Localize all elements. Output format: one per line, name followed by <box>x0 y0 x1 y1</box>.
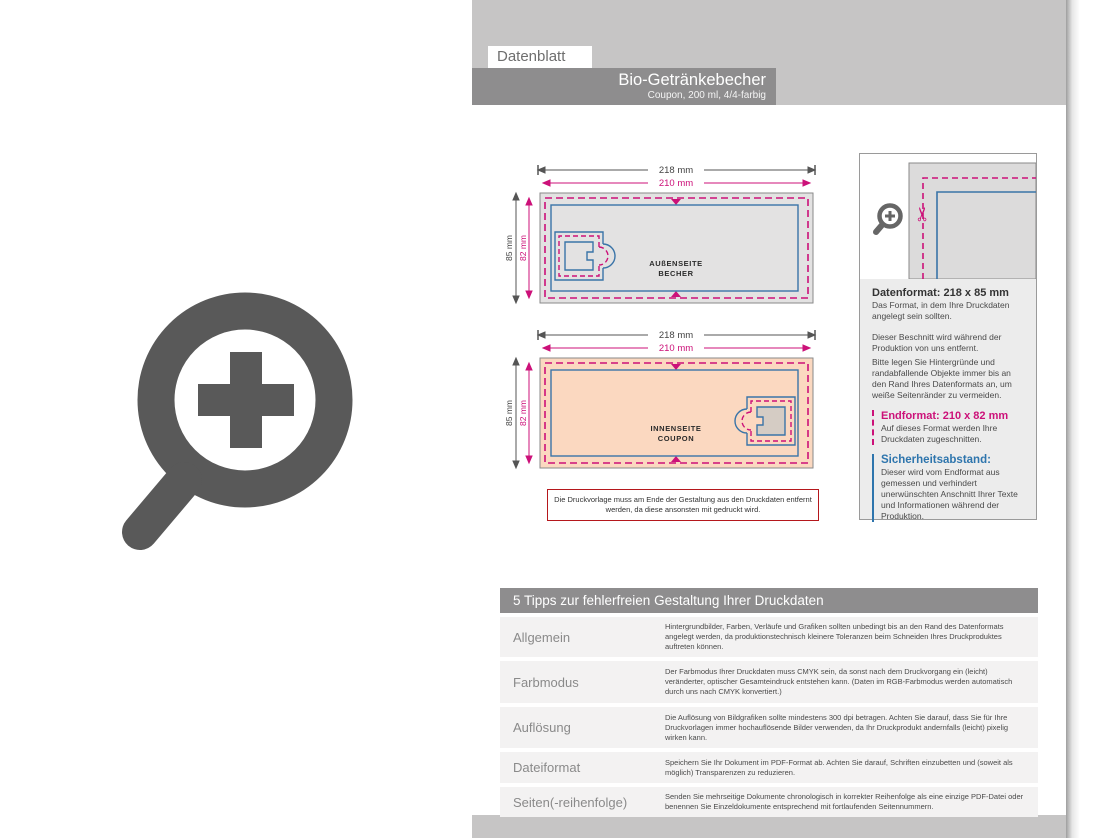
hintergrund-body: Bitte legen Sie Hintergründe und randabfallende Objekte immer bis an den Rand Ihres Datenformats an, um weiße Seitenränder zu vermeiden. <box>872 357 1012 400</box>
tip-text: Der Farbmodus Ihrer Druckdaten muss CMYK sein, da sonst nach dem Druckvorgang ein (leicht) veränderter, optischer Gesamteindruck entstehen kann. (Daten im RGB-Farbmodus werden automatisch durch uns nach CMYK konvertiert.) <box>665 667 1013 696</box>
tip-row-allgemein <box>500 617 1038 657</box>
plus-glyph <box>198 352 294 448</box>
tip-text: Die Auflösung von Bildgrafiken sollte mindestens 300 dpi betragen. Achten Sie darauf, dass Sie für Ihre Druckvorlagen immer hochauflösende Bilder verwenden, da Ihr Druckprodukt andernfalls (leicht) pixelig wirken kann. <box>665 712 1009 742</box>
diagram-label-line2: COUPON <box>657 434 695 443</box>
page-edge-shadow <box>1066 0 1080 838</box>
diagram-outside-cup <box>500 158 836 318</box>
dim-width-inner: 210 mm <box>658 178 694 189</box>
page-title: Bio-Getränkebecher <box>618 71 766 89</box>
endformat-block <box>872 410 1026 445</box>
sicherheitsabstand-body: Dieser wird vom Endformat aus gemessen und verhindert unerwünschten Anschnitt Ihrer Texte und Informationen während der Produktion. <box>881 467 1018 521</box>
tip-row-seitenreihenfolge <box>500 787 1038 817</box>
product-banner <box>472 68 776 105</box>
tip-label: Seiten(-reihenfolge) <box>513 794 628 810</box>
scissors-icon: ✂ <box>913 206 934 222</box>
diagram-inside-coupon <box>500 323 836 483</box>
tip-label: Farbmodus <box>513 674 579 690</box>
tip-label: Dateiformat <box>513 760 581 775</box>
tip-label: Auflösung <box>513 720 571 735</box>
dim-height-outer: 85 mm <box>504 235 514 261</box>
diagram-label-line2: BECHER <box>658 269 694 278</box>
dim-width-outer: 218 mm <box>658 165 694 176</box>
sicherheitsabstand-title: Sicherheitsabstand: <box>881 454 991 466</box>
zoom-in-icon-small <box>876 206 901 233</box>
format-info-panel <box>859 153 1037 520</box>
page-subtitle: Coupon, 200 ml, 4/4-farbig <box>647 90 766 101</box>
tip-row-dateiformat <box>500 752 1038 783</box>
dim-width-outer: 218 mm <box>658 330 694 341</box>
zoom-in-icon <box>118 288 358 554</box>
sicherheitsabstand-block <box>872 454 1026 522</box>
dim-width-inner: 210 mm <box>658 343 694 354</box>
endformat-body: Auf dieses Format werden Ihre Druckdaten zugeschnitten. <box>881 423 998 444</box>
endformat-title: Endformat: 210 x 82 mm <box>881 410 1009 422</box>
datenformat-title: Datenformat: 218 x 85 mm <box>872 287 1009 299</box>
datasheet-page <box>472 0 1066 838</box>
datenblatt-tab: Datenblatt <box>488 46 592 68</box>
beschnitt-body: Dieser Beschnitt wird während der Produktion von uns entfernt. <box>872 332 1002 353</box>
datenformat-body: Das Format, in dem Ihre Druckdaten angelegt sein sollten. <box>872 300 1010 321</box>
dim-height-outer: 85 mm <box>504 400 514 426</box>
tips-table <box>500 617 1038 821</box>
tips-header: 5 Tipps zur fehlerfreien Gestaltung Ihrer Druckdaten <box>500 588 1038 613</box>
tip-label: Allgemein <box>513 629 571 645</box>
diagram-label-line1: AUßENSEITE <box>649 259 703 268</box>
diagram-label-line1: INNENSEITE <box>650 424 702 433</box>
corner-detail-illustration <box>860 154 1036 279</box>
tip-text: Senden Sie mehrseitige Dokumente chronologisch in korrekter Reihenfolge als eine einzige PDF-Datei oder benennen Sie Einzeldokumente entsprechend mit fortlaufenden Seitennummern. <box>665 792 1024 811</box>
template-removal-note: Die Druckvorlage muss am Ende der Gestaltung aus den Druckdaten entfernt werden, da diese ansonsten mit gedruckt wird. <box>547 489 819 521</box>
dim-height-inner: 82 mm <box>518 400 528 426</box>
tip-row-farbmodus <box>500 661 1038 703</box>
tip-text: Hintergrundbilder, Farben, Verläufe und Grafiken sollten unbedingt bis an den Rand des Datenformats angelegt werden, da produktionstechnisch kleinere Toleranzen beim Schneiden Ihres Druckproduktes auftreten können. <box>665 622 1004 651</box>
tip-text: Speichern Sie Ihr Dokument im PDF-Format ab. Achten Sie darauf, Schriften einzubetten und (soweit als möglich) Transparenzen zu reduzieren. <box>665 757 1013 777</box>
tip-row-aufloesung <box>500 707 1038 748</box>
dim-height-inner: 82 mm <box>518 235 528 261</box>
